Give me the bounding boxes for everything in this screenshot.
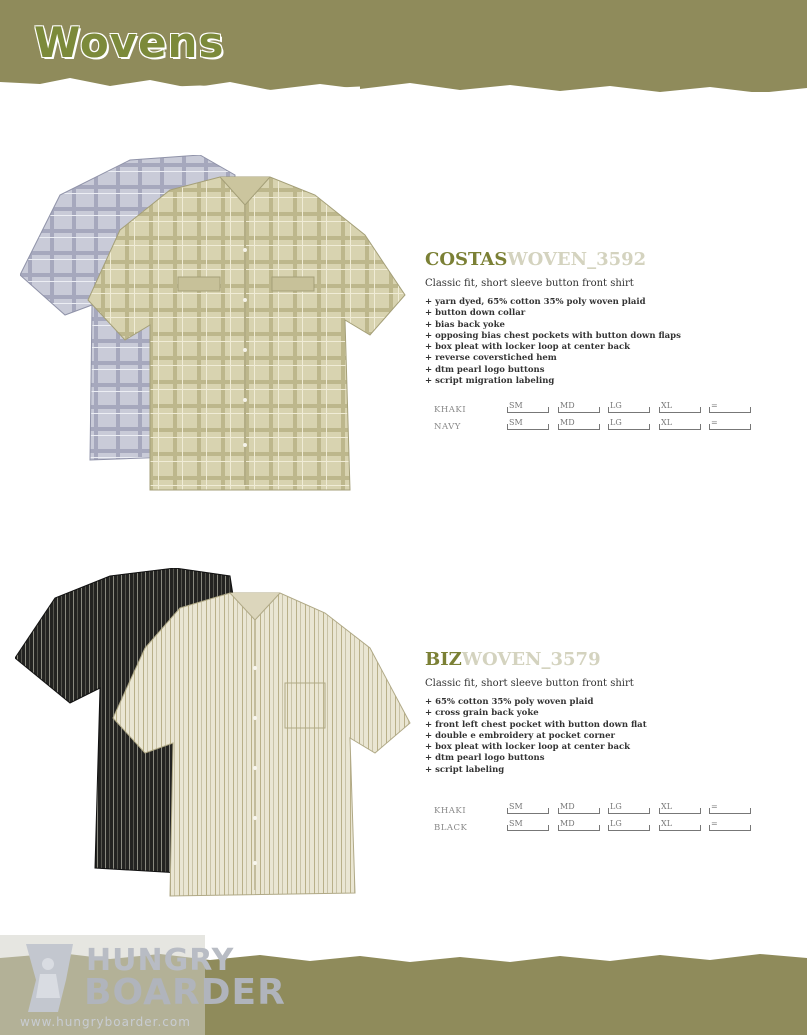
size-row bbox=[425, 819, 785, 836]
feature-item: + cross grain back yoke bbox=[425, 708, 539, 719]
color-label: NAVY bbox=[434, 422, 461, 433]
size-field-lg[interactable]: LG bbox=[608, 418, 650, 430]
size-field-xl[interactable]: XL bbox=[659, 401, 701, 413]
size-field-xl[interactable]: XL bbox=[659, 802, 701, 814]
color-label: KHAKI bbox=[434, 405, 467, 416]
size-field-md[interactable]: MD bbox=[558, 418, 600, 430]
product-subtitle: Classic fit, short sleeve button front shirt bbox=[425, 278, 634, 289]
watermark-url: www.hungryboarder.com bbox=[20, 1015, 191, 1029]
color-label: BLACK bbox=[434, 823, 468, 834]
size-field-lg[interactable]: LG bbox=[608, 802, 650, 814]
size-field-total[interactable]: = bbox=[709, 819, 751, 831]
feature-item: + double e embroidery at pocket corner bbox=[425, 730, 615, 741]
size-field-sm[interactable]: SM bbox=[507, 802, 549, 814]
feature-item: + yarn dyed, 65% cotton 35% poly woven plaid bbox=[425, 297, 646, 307]
feature-item: + bias back yoke bbox=[425, 319, 505, 330]
feature-item: + reverse coverstiched hem bbox=[425, 353, 557, 364]
size-field-lg[interactable]: LG bbox=[608, 819, 650, 831]
watermark-line2: BOARDER bbox=[84, 972, 286, 1013]
product-name: BIZ bbox=[425, 649, 462, 670]
size-field-md[interactable]: MD bbox=[558, 819, 600, 831]
feature-item: + dtm pearl logo buttons bbox=[425, 364, 545, 375]
product-costas bbox=[425, 250, 785, 435]
costas-shirts-image bbox=[20, 155, 420, 505]
page-title: Wovens bbox=[34, 18, 225, 67]
size-field-total[interactable]: = bbox=[709, 802, 751, 814]
size-field-xl[interactable]: XL bbox=[659, 819, 701, 831]
size-field-total[interactable]: = bbox=[709, 418, 751, 430]
size-row bbox=[425, 418, 785, 435]
size-field-total[interactable]: = bbox=[709, 401, 751, 413]
feature-item: + button down collar bbox=[425, 308, 526, 319]
product-code: WOVEN_3579 bbox=[461, 649, 601, 670]
size-grid bbox=[425, 401, 785, 435]
size-field-md[interactable]: MD bbox=[558, 802, 600, 814]
feature-item: + box pleat with locker loop at center back bbox=[425, 742, 631, 753]
feature-item: + dtm pearl logo buttons bbox=[425, 753, 545, 764]
size-row bbox=[425, 802, 785, 819]
size-field-md[interactable]: MD bbox=[558, 401, 600, 413]
feature-list bbox=[425, 297, 785, 387]
feature-item: + box pleat with locker loop at center back bbox=[425, 342, 631, 353]
product-code: WOVEN_3592 bbox=[507, 249, 647, 270]
product-subtitle: Classic fit, short sleeve button front shirt bbox=[425, 678, 634, 689]
snowboarder-logo-icon bbox=[18, 940, 78, 1015]
product-title bbox=[425, 250, 785, 270]
product-title bbox=[425, 650, 785, 670]
size-grid bbox=[425, 802, 785, 836]
feature-item: + opposing bias chest pockets with button down flaps bbox=[425, 330, 681, 341]
feature-item: + front left chest pocket with button down flat bbox=[425, 719, 647, 730]
size-row bbox=[425, 401, 785, 418]
size-field-sm[interactable]: SM bbox=[507, 401, 549, 413]
product-name: COSTAS bbox=[425, 249, 508, 270]
biz-shirts-image bbox=[15, 568, 415, 898]
feature-item: + 65% cotton 35% poly woven plaid bbox=[425, 697, 594, 707]
size-field-sm[interactable]: SM bbox=[507, 418, 549, 430]
size-field-sm[interactable]: SM bbox=[507, 819, 549, 831]
feature-list bbox=[425, 697, 785, 776]
feature-item: + script migration labeling bbox=[425, 376, 555, 387]
color-label: KHAKI bbox=[434, 806, 467, 817]
product-biz bbox=[425, 650, 785, 836]
feature-item: + script labeling bbox=[425, 764, 505, 775]
size-field-lg[interactable]: LG bbox=[608, 401, 650, 413]
size-field-xl[interactable]: XL bbox=[659, 418, 701, 430]
watermark-line1: HUNGRY bbox=[86, 943, 235, 978]
